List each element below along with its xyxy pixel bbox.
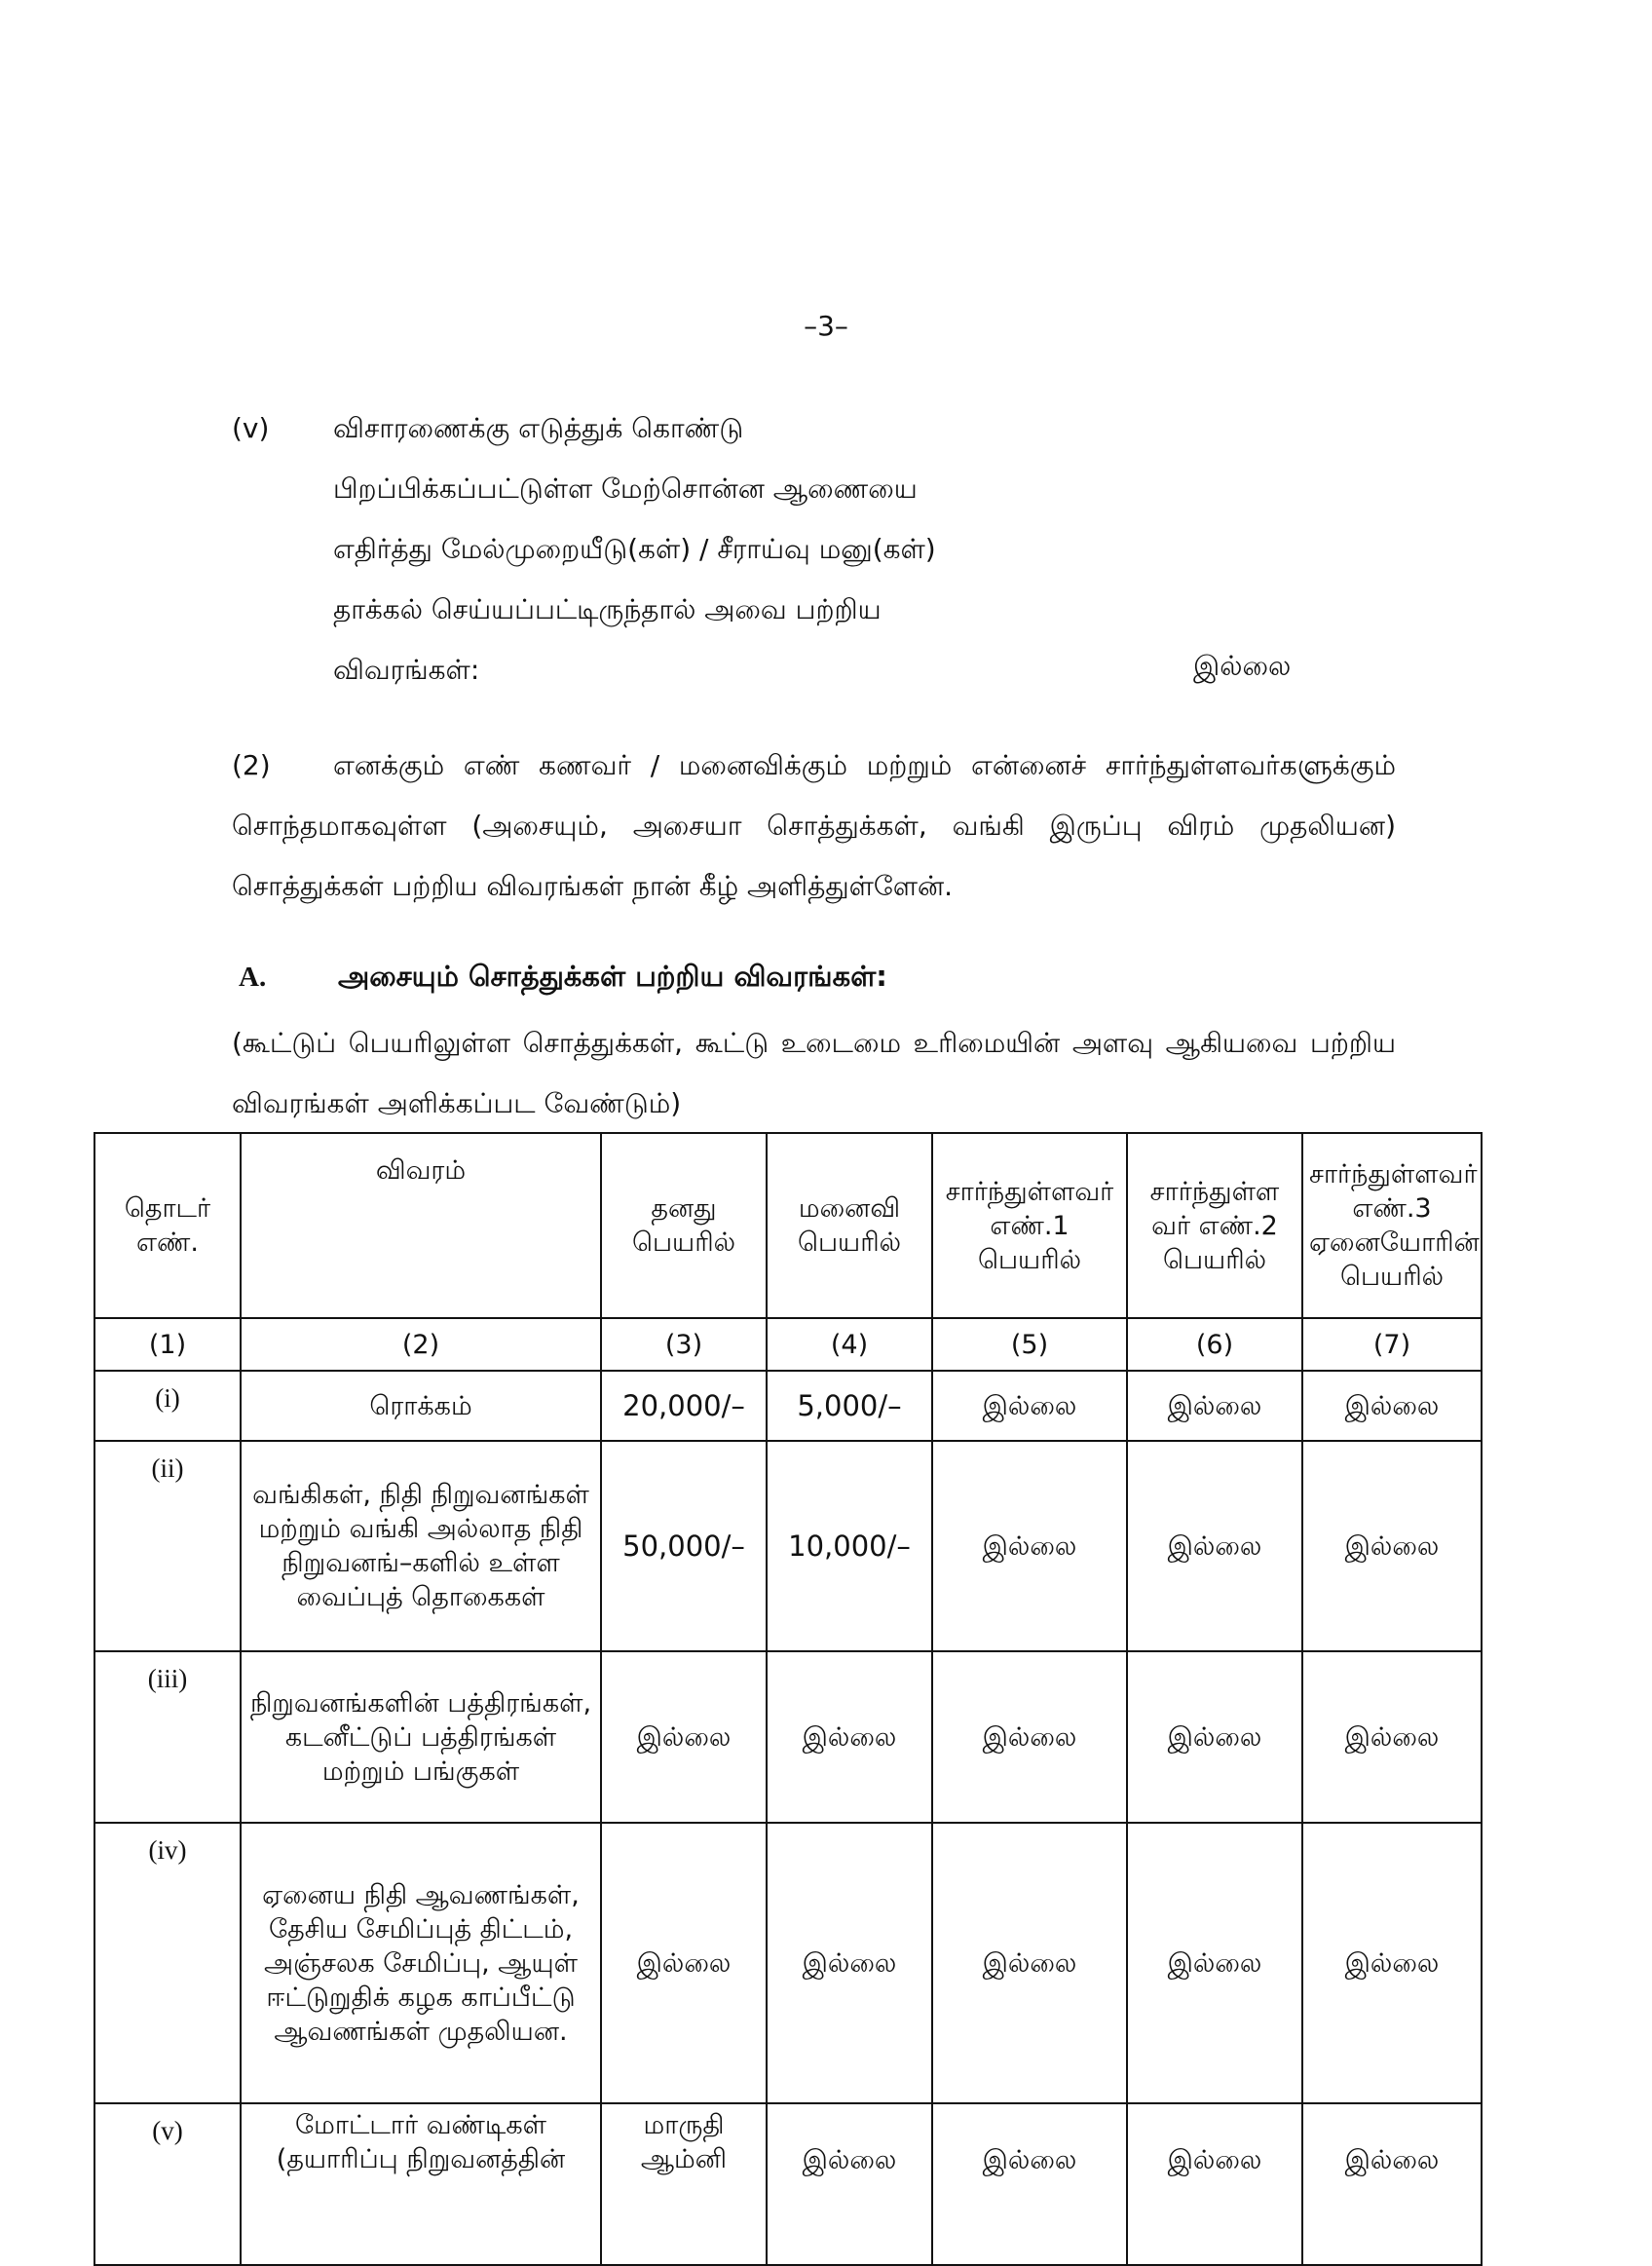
column-number: (2) — [241, 1318, 601, 1371]
row-dependent-2-value: இல்லை — [1127, 1651, 1302, 1823]
row-self-value: மாருதி ஆம்னி — [601, 2103, 767, 2265]
column-number: (6) — [1127, 1318, 1302, 1371]
paragraph-2 — [232, 736, 1396, 917]
row-dependent-2-value: இல்லை — [1127, 1371, 1302, 1441]
row-dependent-2-value: இல்லை — [1127, 1441, 1302, 1651]
item-v-line: விவரங்கள்: — [333, 654, 480, 686]
row-description: ரொக்கம் — [241, 1371, 601, 1441]
item-v-line: தாக்கல் செய்யப்பட்டிருந்தால் அவை பற்றிய — [333, 593, 882, 625]
row-dependent-1-value: இல்லை — [932, 1371, 1127, 1441]
row-dependent-3-value: இல்லை — [1302, 2103, 1482, 2265]
item-v-answer: இல்லை — [1193, 650, 1292, 682]
row-serial: (v) — [94, 2103, 241, 2265]
row-wife-value: 5,000/– — [767, 1371, 932, 1441]
row-serial: (iii) — [94, 1651, 241, 1823]
section-a-heading — [239, 960, 887, 997]
table-row — [94, 1441, 1482, 1651]
item-v-line: எதிர்த்து மேல்முறையீடு(கள்) / சீராய்வு மனு(கள்) — [333, 533, 936, 565]
row-description: வங்கிகள், நிதி நிறுவனங்கள் மற்றும் வங்கி அல்லாத நிதி நிறுவனங்–களில் உள்ள வைப்புத் தொகைகள் — [241, 1441, 601, 1651]
section-a-letter: A. — [239, 962, 267, 993]
table-row — [94, 1371, 1482, 1441]
paragraph-2-text: எனக்கும் எண் கணவர் / மனைவிக்கும் மற்றும் என்னைச் சார்ந்துள்ளவர்களுக்கும் சொந்தமாகவுள்ள (அசையும், அசையா சொத்துக்கள், வங்கி இருப்பு விரம் முதலியன) சொத்துக்கள் பற்றிய விவரங்கள் நான் கீழ் அளித்துள்ளேன். — [232, 749, 1396, 902]
column-number: (3) — [601, 1318, 767, 1371]
row-dependent-1-value: இல்லை — [932, 1651, 1127, 1823]
column-number: (5) — [932, 1318, 1127, 1371]
column-header: சார்ந்துள்ள வர் எண்.2 பெயரில் — [1127, 1133, 1302, 1318]
movable-assets-table — [94, 1132, 1483, 2266]
row-wife-value: இல்லை — [767, 1823, 932, 2103]
page-number: –3– — [804, 310, 848, 342]
row-dependent-3-value: இல்லை — [1302, 1823, 1482, 2103]
row-dependent-3-value: இல்லை — [1302, 1371, 1482, 1441]
row-self-value: 20,000/– — [601, 1371, 767, 1441]
column-number: (4) — [767, 1318, 932, 1371]
item-v-line: விசாரணைக்கு எடுத்துக் கொண்டு — [333, 412, 744, 444]
table-row — [94, 1823, 1482, 2103]
row-dependent-2-value: இல்லை — [1127, 2103, 1302, 2265]
section-a-note: (கூட்டுப் பெயரிலுள்ள சொத்துக்கள், கூட்டு உடைமை உரிமையின் அளவு ஆகியவை பற்றிய விவரங்கள் அளிக்கப்பட வேண்டும்) — [232, 1027, 1396, 1119]
row-wife-value: இல்லை — [767, 2103, 932, 2265]
row-description: மோட்டார் வண்டிகள் (தயாரிப்பு நிறுவனத்தின் — [241, 2103, 601, 2265]
row-wife-value: 10,000/– — [767, 1441, 932, 1651]
row-self-value: இல்லை — [601, 1651, 767, 1823]
column-header: தனது பெயரில் — [601, 1133, 767, 1318]
item-v-label: (v) — [232, 412, 270, 444]
column-number: (1) — [94, 1318, 241, 1371]
table-row — [94, 2103, 1482, 2265]
section-a-title: அசையும் சொத்துக்கள் பற்றிய விவரங்கள்: — [338, 960, 887, 993]
column-number: (7) — [1302, 1318, 1482, 1371]
row-wife-value: இல்லை — [767, 1651, 932, 1823]
item-v-text — [333, 409, 936, 711]
row-dependent-1-value: இல்லை — [932, 1823, 1127, 2103]
row-self-value: 50,000/– — [601, 1441, 767, 1651]
row-dependent-1-value: இல்லை — [932, 1441, 1127, 1651]
row-dependent-2-value: இல்லை — [1127, 1823, 1302, 2103]
paragraph-2-number: (2) — [232, 749, 271, 781]
row-serial: (i) — [94, 1371, 241, 1441]
item-v-line: பிறப்பிக்கப்பட்டுள்ள மேற்சொன்ன ஆணையை — [333, 472, 918, 505]
row-dependent-3-value: இல்லை — [1302, 1651, 1482, 1823]
column-header: சார்ந்துள்ளவர் எண்.1 பெயரில் — [932, 1133, 1127, 1318]
table-header-row — [94, 1133, 1482, 1318]
column-header: சார்ந்துள்ளவர் எண்.3 ஏனையோரின் பெயரில் — [1302, 1133, 1482, 1318]
row-dependent-3-value: இல்லை — [1302, 1441, 1482, 1651]
column-header: தொடர் எண். — [94, 1133, 241, 1318]
row-serial: (iv) — [94, 1823, 241, 2103]
row-self-value: இல்லை — [601, 1823, 767, 2103]
row-description: ஏனைய நிதி ஆவணங்கள், தேசிய சேமிப்புத் திட்டம், அஞ்சலக சேமிப்பு, ஆயுள் ஈட்டுறுதிக் கழக காப்பீட்டு ஆவணங்கள் முதலியன. — [241, 1823, 601, 2103]
column-number-row — [94, 1318, 1482, 1371]
column-header: மனைவி பெயரில் — [767, 1133, 932, 1318]
column-header: விவரம் — [241, 1133, 601, 1318]
row-dependent-1-value: இல்லை — [932, 2103, 1127, 2265]
table-row — [94, 1651, 1482, 1823]
row-description: நிறுவனங்களின் பத்திரங்கள், கடனீட்டுப் பத்திரங்கள் மற்றும் பங்குகள் — [241, 1651, 601, 1823]
row-serial: (ii) — [94, 1441, 241, 1651]
